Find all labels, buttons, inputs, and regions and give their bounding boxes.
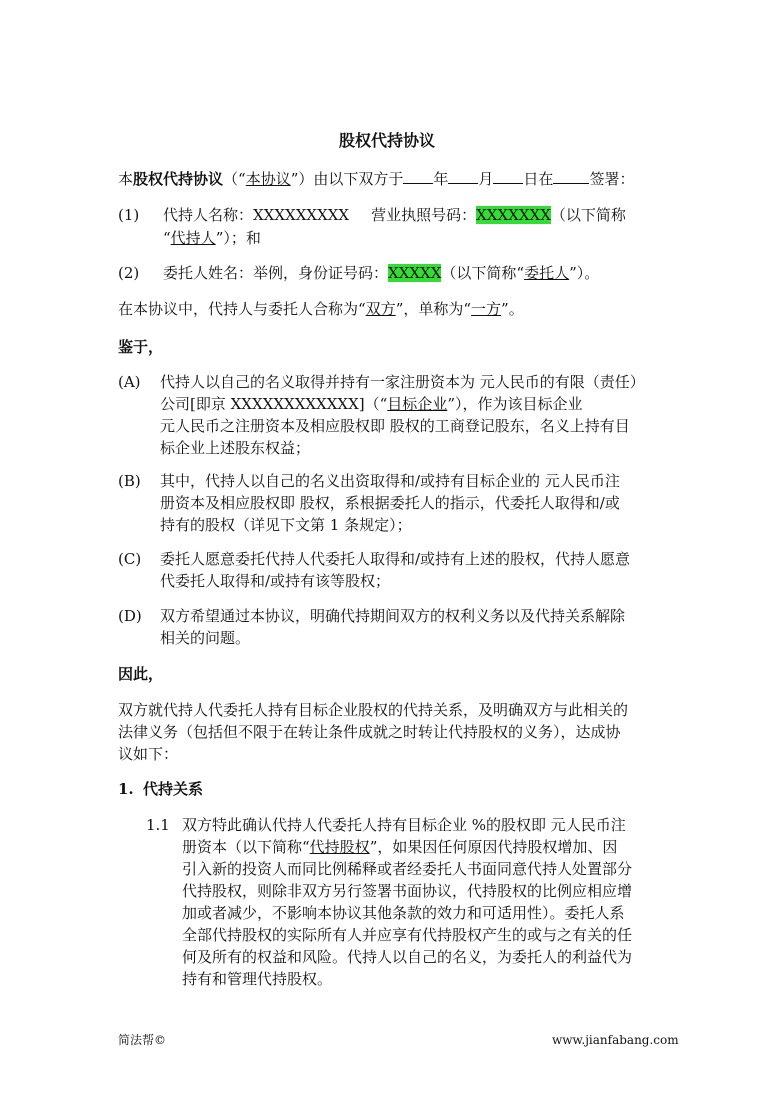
clause-a-line1: 代持人以自己的名义取得并持有一家注册资本为 元人民币的有限（责任） bbox=[160, 373, 645, 391]
clause-1-1-number: 1.1 bbox=[146, 816, 170, 834]
agree-line1: 双方就代持人代委托人持有目标企业股权的代持关系，及明确双方与此相关的 bbox=[118, 701, 629, 719]
whereas-heading: 鉴于， bbox=[118, 338, 164, 356]
clause-b-line3: 持有的股权（详见下文第 1 条规定）； bbox=[160, 516, 412, 534]
clause-d-line2: 相关的问题。 bbox=[160, 629, 251, 647]
trustee-short-name: 代持人 bbox=[170, 229, 216, 247]
license-number-highlight: XXXXXXX bbox=[476, 206, 551, 224]
principal-short-name: 委托人 bbox=[524, 264, 570, 282]
clause-1-1-line4: 代持股权，则除非双方另行签署书面协议，代持股权的比例应相应增 bbox=[182, 882, 633, 900]
clause-a-line2: 公司[即京 XXXXXXXXXXXX]（“目标企业”），作为该目标企业 bbox=[160, 395, 583, 413]
place-blank bbox=[553, 168, 589, 184]
section1-title: 代持关系 bbox=[143, 780, 204, 798]
section1-number: 1. bbox=[118, 780, 134, 798]
agree-line2: 法律义务（包括但不限于在转让条件成就之时转让代持股权的义务），达成协 bbox=[118, 723, 621, 741]
month-blank bbox=[448, 168, 478, 184]
party2-number: (2) bbox=[118, 264, 140, 282]
clause-d-number: (D) bbox=[118, 607, 142, 625]
clause-c-line1: 委托人愿意委托代持人代委托人取得和/或持有上述的股权，代持人愿意 bbox=[160, 550, 631, 568]
clause-c-line2: 代委托人取得和/或持有该等股权； bbox=[160, 572, 391, 590]
clause-d-line1: 双方希望通过本协议，明确代持期间双方的权利义务以及代持关系解除 bbox=[160, 607, 626, 625]
clause-1-1-line8: 持有和管理代持股权。 bbox=[182, 970, 333, 988]
held-equity-short-name: 代持股权 bbox=[309, 838, 370, 856]
clause-a-number: (A) bbox=[118, 373, 141, 391]
agreement-name: 股权代持协议 bbox=[133, 170, 224, 188]
clause-1-1-line7: 何及所有的权益和风险。代持人以自己的名义，为委托人的利益代为 bbox=[182, 948, 633, 966]
clause-a-line4: 标企业上述股东权益； bbox=[160, 439, 311, 457]
clause-c-number: (C) bbox=[118, 550, 142, 568]
party1-line2: “代持人”）；和 bbox=[163, 229, 261, 247]
clause-1-1-line5: 加或者减少，不影响本协议其他条款的效力和可适用性）。委托人系 bbox=[182, 904, 625, 922]
clause-1-1-line1: 双方特此确认代持人代委托人持有目标企业 %的股权即 元人民币注 bbox=[182, 816, 626, 834]
day-blank bbox=[493, 168, 523, 184]
clause-b-line1: 其中，代持人以自己的名义出资取得和/或持有目标企业的 元人民币注 bbox=[160, 472, 620, 490]
intro-line: 本股权代持协议（“本协议”）由以下双方于 年 月 日在 签署： bbox=[118, 170, 635, 188]
target-company-short-name: 目标企业 bbox=[387, 395, 448, 413]
therefore-heading: 因此， bbox=[118, 665, 164, 683]
footer-brand: 简法帮© bbox=[118, 1033, 167, 1047]
agreement-short-name: 本协议 bbox=[245, 170, 291, 188]
clause-a-line3: 元人民币之注册资本及相应股权即 股权的工商登记股东，名义上持有目 bbox=[160, 417, 630, 435]
clause-b-line2: 册资本及相应股权即 股权，系根据委托人的指示，代委托人取得和/或 bbox=[160, 494, 620, 512]
document-title: 股权代持协议 bbox=[338, 131, 435, 150]
clause-1-1-line3: 引入新的投资人而同比例稀释或者经委托人书面同意代持人处置部分 bbox=[182, 860, 633, 878]
party1-number: (1) bbox=[118, 206, 140, 224]
agree-line3: 议如下： bbox=[118, 745, 179, 763]
footer-website[interactable]: www.jianfabang.com bbox=[552, 1033, 679, 1047]
party1-line1: 代持人名称：XXXXXXXXX 营业执照号码：XXXXXXX（以下简称 bbox=[163, 206, 626, 224]
id-number-highlight: XXXXX bbox=[388, 264, 442, 282]
party2-line: 委托人姓名：举例，身份证号码：XXXXX（以下简称“委托人”）。 bbox=[163, 264, 600, 282]
clause-b-number: (B) bbox=[118, 472, 141, 490]
year-blank bbox=[403, 168, 433, 184]
clause-1-1-line2: 册资本（以下简称“代持股权”，如果因任何原因代持股权增加、因 bbox=[182, 838, 618, 856]
clause-1-1-line6: 全部代持股权的实际所有人并应享有代持股权产生的或与之有关的任 bbox=[182, 926, 633, 944]
parties-definition: 在本协议中，代持人与委托人合称为“双方”，单称为“一方”。 bbox=[118, 300, 524, 318]
